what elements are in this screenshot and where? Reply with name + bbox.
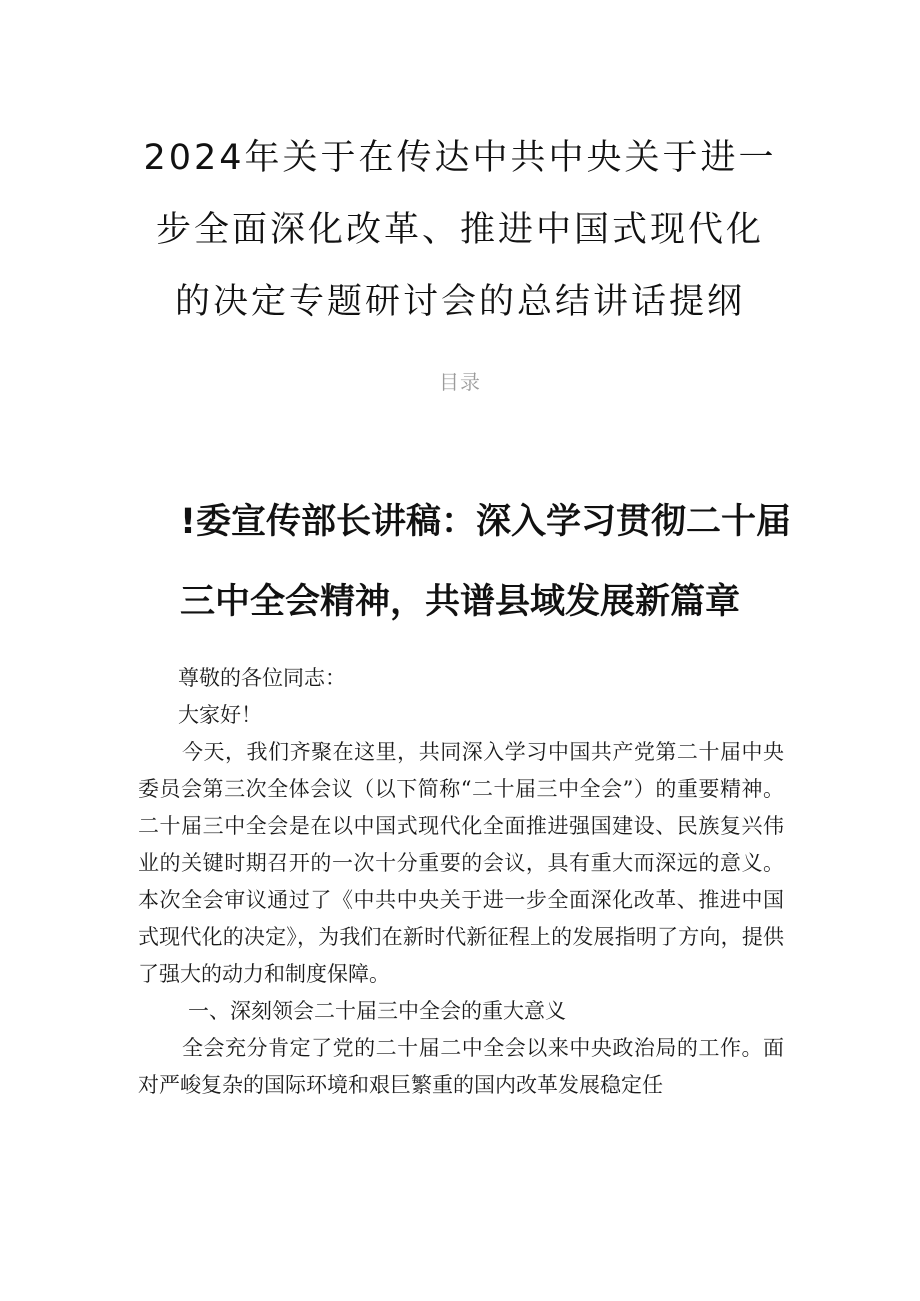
title-line-2: 步全面深化改革、推进中国式现代化 xyxy=(155,210,764,250)
document-title xyxy=(100,122,820,338)
title-line-1: 2024年关于在传达中共中央关于进一 xyxy=(143,138,777,178)
paragraph-1 xyxy=(138,734,784,993)
paragraph-1-text: 今天，我们齐聚在这里，共同深入学习中国共产党第二十届中央委员会第三次全体会议（以下简称“二十届三中全会”）的重要精神。二十届三中全会是在以中国式现代化全面推进强国建设、民族复兴伟业的关键时期召开的一次十分重要的会议，具有重大而深远的意义。本次全会审议通过了《中共中央关于进一步全面深化改革、推进中国式现代化的决定》，为我们在新时代新征程上的发展指明了方向，提供了强大的动力和制度保障。 xyxy=(138,740,784,986)
subheading-1: 一、深刻领会二十届三中全会的重大意义 xyxy=(188,999,566,1023)
paragraph-2-text: 全会充分肯定了党的二十届二中全会以来中央政治局的工作。面对严峻复杂的国际环境和艰巨繁重的国内改革发展稳定任 xyxy=(138,1036,784,1097)
section-heading xyxy=(180,482,791,642)
section-heading-line-2: 三中全会精神，共谱县域发展新篇章 xyxy=(180,582,741,622)
section-heading-line-1: !委宣传部长讲稿：深入学习贯彻二十届 xyxy=(180,502,791,542)
greeting: 大家好！ xyxy=(178,703,262,727)
salutation: 尊敬的各位同志： xyxy=(178,666,346,690)
table-of-contents-label: 目录 xyxy=(439,370,481,394)
title-line-3: 的决定专题研讨会的总结讲话提纲 xyxy=(174,282,745,322)
paragraph-2 xyxy=(138,1030,784,1104)
speech-body xyxy=(138,660,784,1104)
